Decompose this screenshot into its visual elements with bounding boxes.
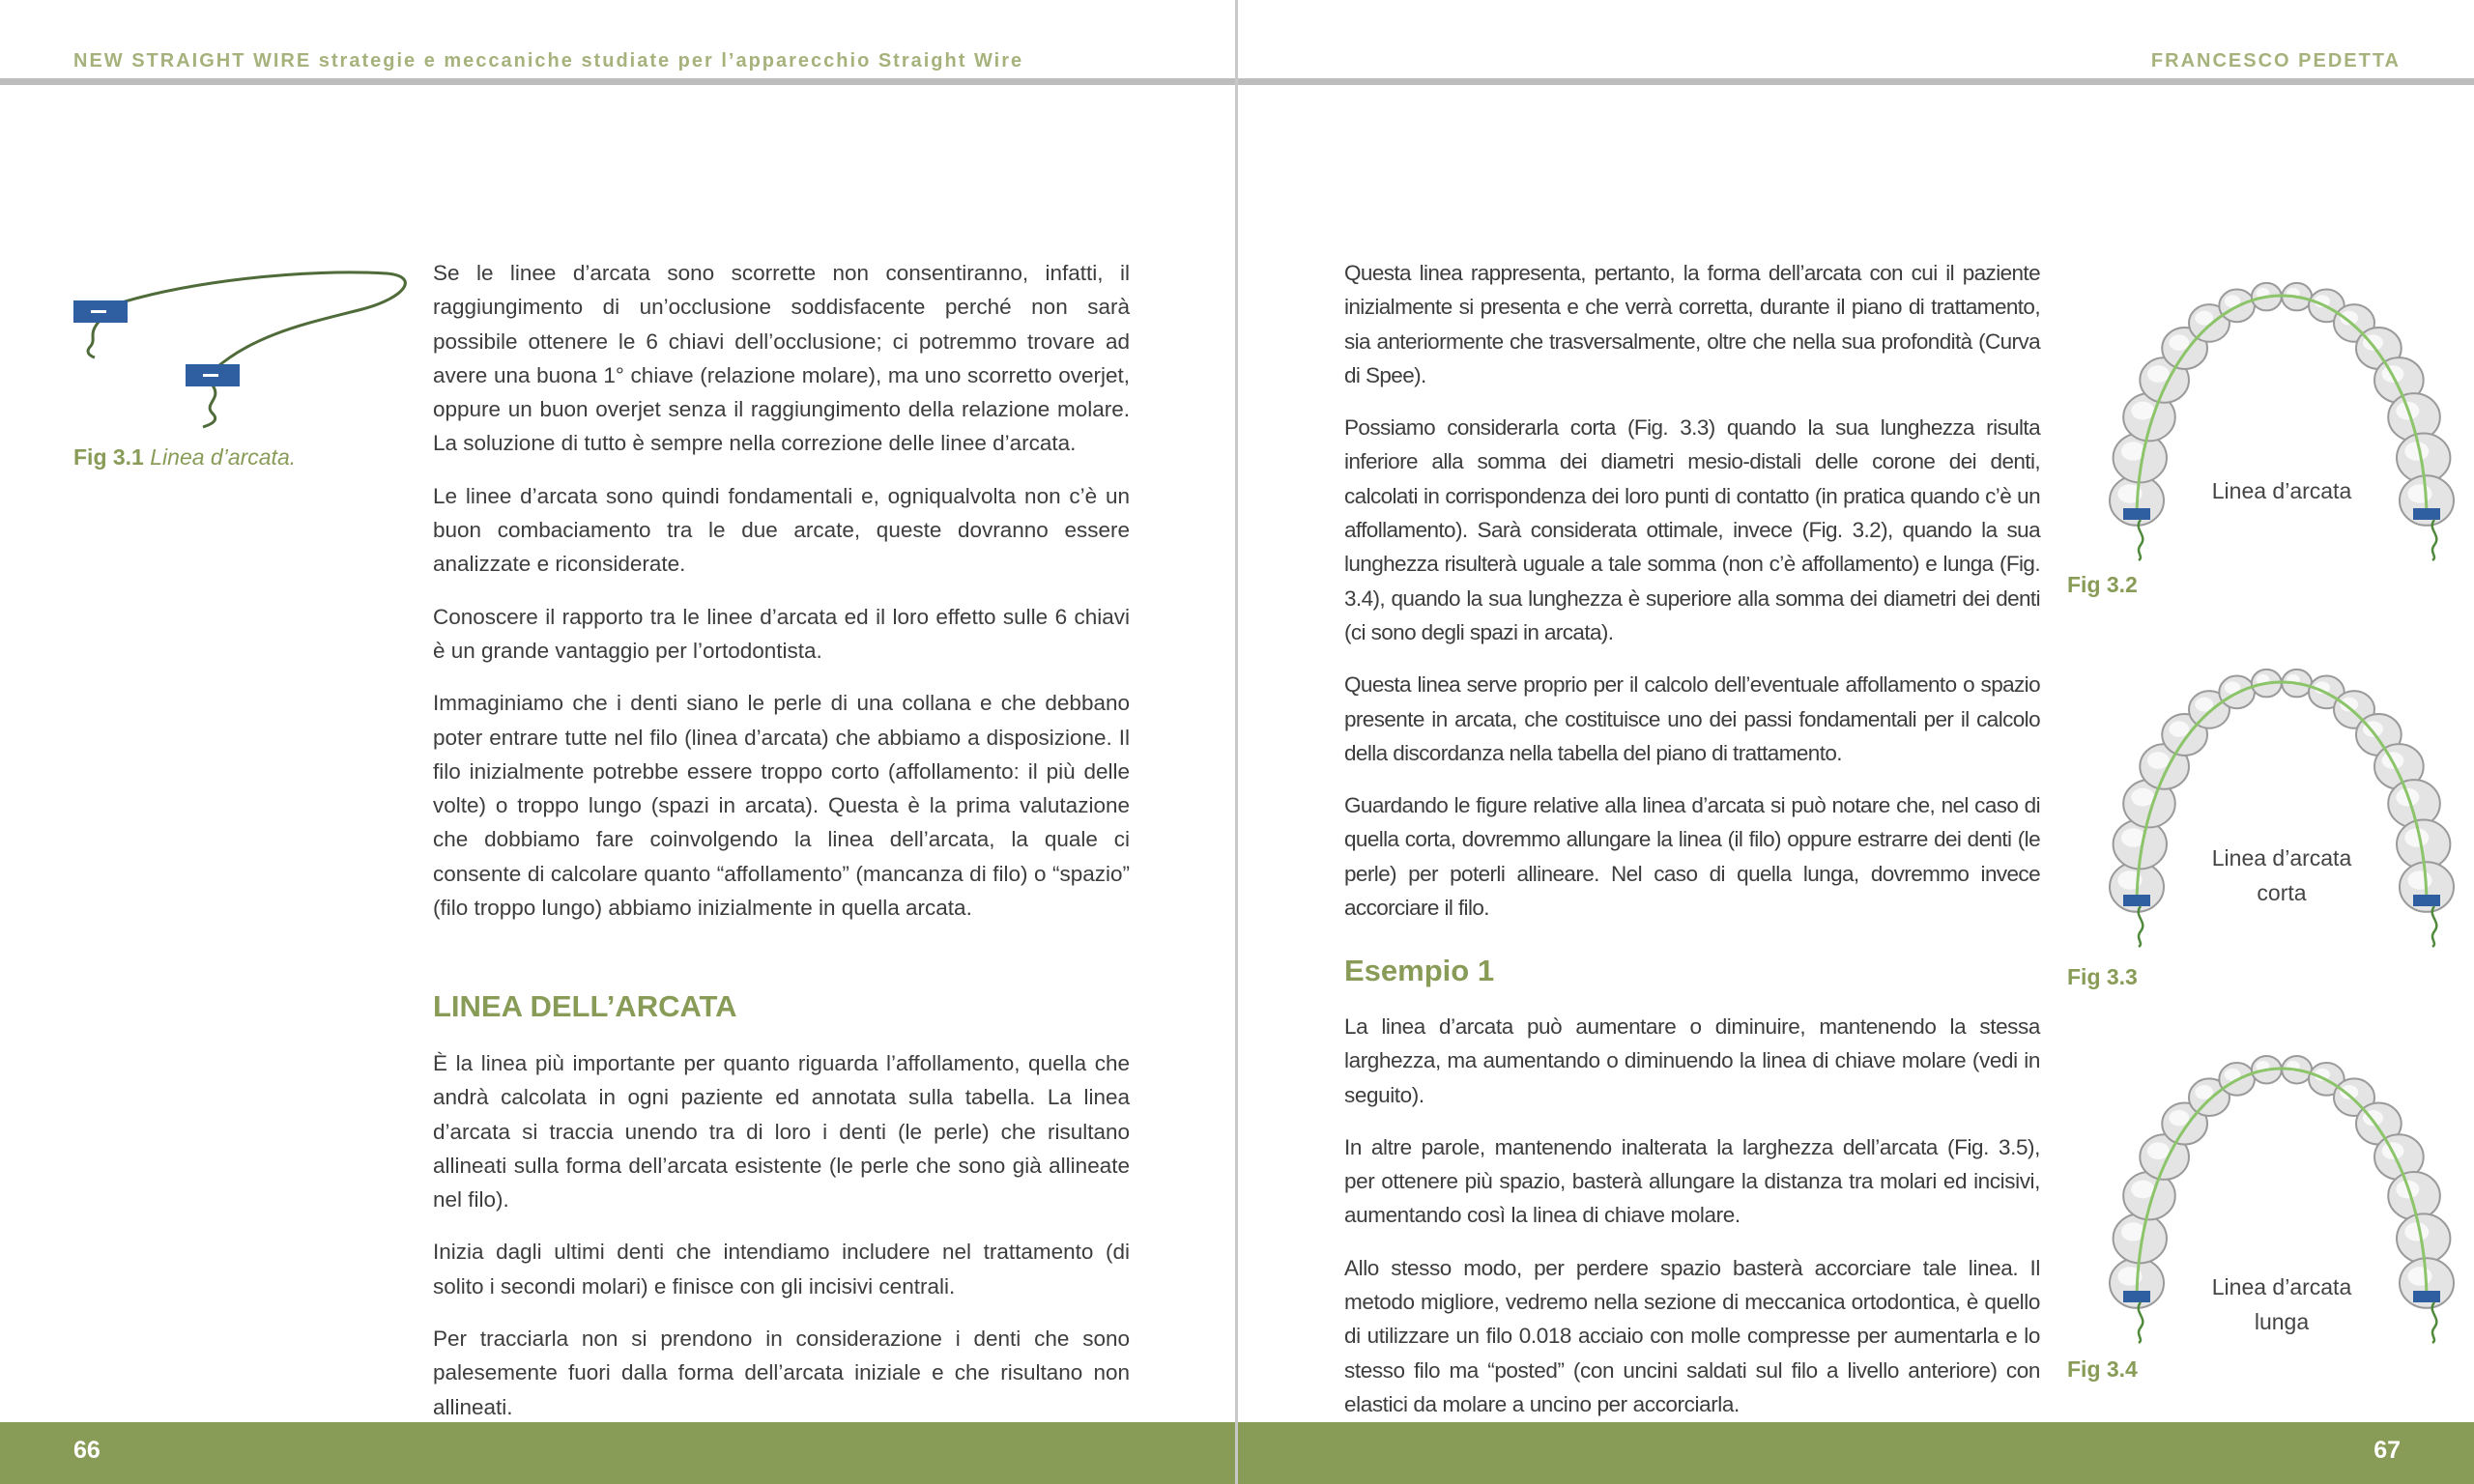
bracket-icon — [2413, 508, 2440, 520]
paragraph: Questa linea rappresenta, pertanto, la forma dell’arcata con cui il paziente inizialmente si presenta e che verrà corretta, durante il piano di trattamento, sia anteriormente che trasversalmente, oltre che nella sua profondità (Curva di Spee). — [1344, 261, 2040, 387]
right-body-text — [1344, 256, 2040, 943]
tooth-highlight — [2147, 752, 2170, 769]
paragraph: Questa linea serve proprio per il calcolo dell’eventuale affollamento o spazio presente in arcata, che costituisce uno dei passi fondamentali per il calcolo della discordanza nella tabella del piano di trattamento. — [1344, 672, 2040, 765]
bracket-icon — [2413, 1291, 2440, 1302]
tooth-highlight — [2169, 721, 2189, 736]
arch-label-line: lunga — [2254, 1309, 2310, 1334]
left-page — [0, 0, 1235, 1484]
footer-band — [1238, 1422, 2474, 1484]
figure-3-4-label: Fig 3.4 — [2067, 1356, 2138, 1382]
paragraph: Le linee d’arcata sono quindi fondamentali e, ogniqualvolta non c’è un buon combaciamento tra le due arcate, queste dovranno essere analizzate e riconsiderate. — [433, 483, 1130, 577]
footer-band — [0, 1422, 1235, 1484]
paragraph: Conoscere il rapporto tra le linee d’arcata ed il loro effetto sulle 6 chiavi è un grande vantaggio per l’ortodontista. — [433, 604, 1130, 663]
tooth-highlight — [2169, 334, 2189, 350]
paragraph: Guardando le figure relative alla linea d’arcata si può notare che, nel caso di quella corta, dovremmo allungare la linea (il filo) oppure estrarre dei denti (le perle) per poterli allineare. Nel caso di quella lunga, dovremmo invece accorciare il filo. — [1344, 793, 2040, 921]
header-rule — [1238, 78, 2474, 85]
example-heading: Esempio 1 — [1344, 954, 1495, 987]
figure-3-3-label: Fig 3.3 — [2067, 964, 2138, 989]
arch-label — [2156, 841, 2407, 910]
tooth-highlight — [2147, 365, 2170, 383]
paragraph: Possiamo considerarla corta (Fig. 3.3) quando la sua lunghezza risulta inferiore alla somma dei diametri mesio-distali delle corone dei denti, calcolati in corrispondenza dei loro punti di contatto (in pratica quando c’è un affollamento). Sarà considerata ottimale, invece (Fig. 3.2), quando la sua lunghezza risulterà uguale a tale somma (non c’è affollamento) e lunga (Fig. 3.4), quando la sua lunghezza è superiore alla somma dei diametri dei denti (ci sono degli spazi in arcata). — [1344, 415, 2040, 644]
paragraph: Se le linee d’arcata sono scorrette non consentiranno, infatti, il raggiungimento di un’occlusione soddisfacente perché non sarà possibile ottenere le 6 chiavi dell’occlusione; ci potremmo trovare ad avere una buona 1° chiave (relazione molare), ma uno scorretto overjet, oppure un buon overjet senza il raggiungimento della relazione molare. La soluzione di tutto è sempre nella correzione delle linee d’arcata. — [433, 261, 1130, 456]
wire-tail — [2432, 1302, 2437, 1343]
tooth-highlight — [2147, 1142, 2170, 1159]
paragraph: Inizia dagli ultimi denti che intendiamo includere nel trattamento (di solito i secondi molari) e finisce con gli incisivi centrali. — [433, 1240, 1130, 1298]
arch-label-line: Linea d’arcata — [2211, 478, 2352, 503]
figure-3-1-caption-text: Linea d’arcata. — [150, 444, 297, 470]
dental-arch-ideal-icon — [2079, 269, 2474, 558]
wire-tail — [2432, 906, 2437, 947]
left-section-body — [433, 1046, 1130, 1442]
tooth-highlight — [2131, 1181, 2154, 1199]
figure-3-2-label: Fig 3.2 — [2067, 572, 2138, 597]
figure-3-1-caption — [73, 444, 296, 471]
arch-label-line: Linea d’arcata — [2211, 845, 2352, 870]
running-header-author: FRANCESCO PEDETTA — [2150, 50, 2401, 71]
tooth-highlight — [2131, 402, 2154, 420]
paragraph: In altre parole, mantenendo inalterata la larghezza dell’arcata (Fig. 3.5), per ottenere più spazio, basterà allungare la distanza tra molari ed incisivi, aumentando così la linea di chiave molare. — [1344, 1134, 2040, 1228]
tooth-highlight — [2131, 788, 2154, 807]
figure-3-1-label: Fig 3.1 — [73, 444, 144, 470]
tooth-highlight — [2407, 1267, 2431, 1286]
paragraph: È la linea più importante per quanto riguarda l’affollamento, quella che andrà calcolata in ogni paziente ed annotata sulla tabella. La linea d’arcata si traccia unendo tra di loro i denti (le perle) che risultano allineati sulla forma dell’arcata esistente (le perle che sono già allineate nel filo). — [433, 1051, 1130, 1213]
page-number: 67 — [2373, 1437, 2401, 1464]
example-body-text — [1344, 1010, 2040, 1440]
bracket-icon — [2123, 1291, 2150, 1302]
paragraph: La linea d’arcata può aumentare o diminuire, mantenendo la stessa larghezza, ma aumentando o diminuendo la linea di chiave molare (vedi in seguito). — [1344, 1014, 2040, 1107]
running-header-title: NEW STRAIGHT WIRE strategie e meccaniche studiate per l’apparecchio Straight Wire — [73, 50, 1024, 71]
arch-label — [2156, 473, 2407, 508]
arch-label-line: Linea d’arcata — [2211, 1274, 2352, 1299]
paragraph: Immaginiamo che i denti siano le perle di una collana e che debbano poter entrare tutte nel filo (linea d’arcata) che abbiamo a disposizione. Il filo inizialmente potrebbe essere troppo corto (affollamento: il più delle volte) o troppo lungo (spazi in arcata). Questa è la prima valutazione che dobbiamo fare coinvolgendo la linea dell’arcata, la quale ci consente di calcolare quanto “affollamento” (mancanza di filo) o “spazio” (filo troppo lungo) abbiamo inizialmente in quella arcata. — [433, 691, 1130, 921]
bracket-icon — [2413, 895, 2440, 906]
arch-label-line: corta — [2257, 880, 2307, 905]
arch-label — [2156, 1270, 2407, 1339]
section-heading: LINEA DELL’ARCATA — [433, 989, 737, 1023]
tooth-highlight — [2407, 484, 2431, 503]
header-rule — [0, 78, 1235, 85]
bracket-icon — [2123, 895, 2150, 906]
paragraph: Allo stesso modo, per perdere spazio basterà accorciare tale linea. Il metodo migliore, vedremo nella sezione di meccanica ortodontica, è quello di utilizzare un filo 0.018 acciaio con molle compresse per aumentarla e lo stesso filo ma “posted” (con uncini saldati sul filo a livello anteriore) con elastici da molare a uncino per accorciarla. — [1344, 1255, 2040, 1416]
left-body-text — [433, 256, 1130, 943]
right-page — [1238, 0, 2474, 1484]
wire-tail — [2432, 520, 2437, 560]
wire-illustration-icon — [68, 259, 416, 433]
tooth-highlight — [2407, 870, 2431, 890]
tooth-highlight — [2404, 1222, 2429, 1241]
page-number: 66 — [73, 1437, 101, 1464]
paragraph: Per tracciarla non si prendono in considerazione i denti che sono palesemente fuori dalla forma dell’arcata iniziale e che risultano non allineati. — [433, 1327, 1130, 1419]
bracket-icon — [2123, 508, 2150, 520]
tooth-highlight — [2169, 1110, 2189, 1126]
